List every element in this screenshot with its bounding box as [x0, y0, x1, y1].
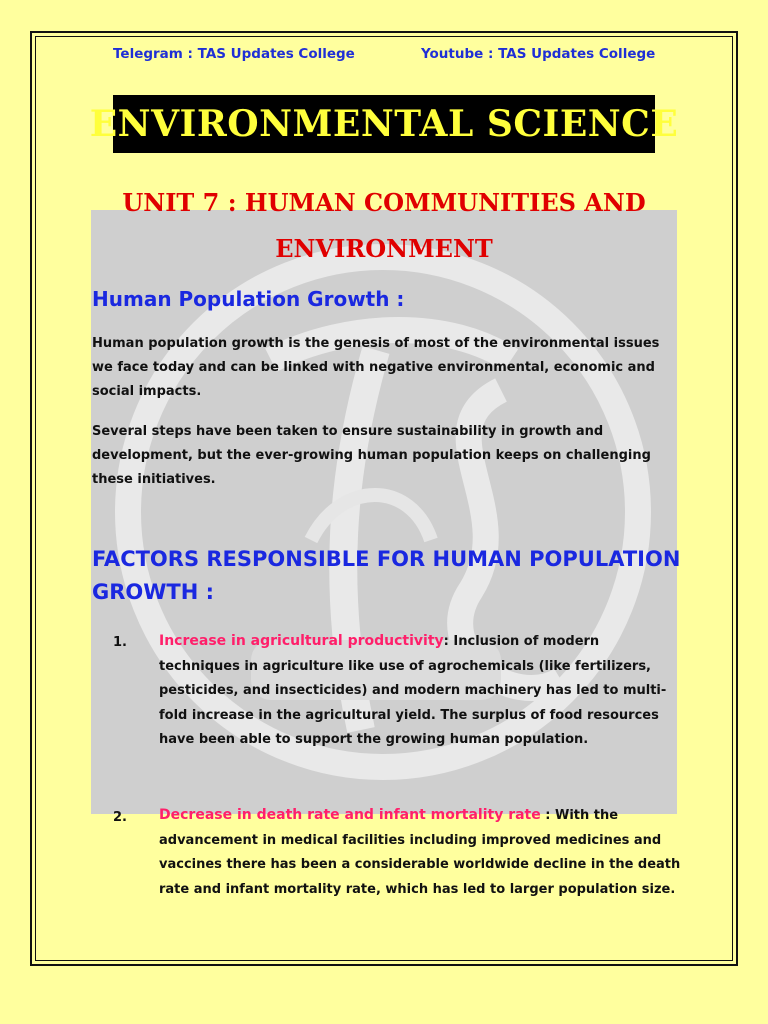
- list-item-separator-1: :: [443, 634, 454, 649]
- paragraph-population-growth-1: Human population growth is the genesis of most of the environmental issues we face today and can be linked with negative environmental, economic and social impacts.: [92, 336, 660, 399]
- section-heading-factors-line-1: FACTORS RESPONSIBLE FOR HUMAN POPULATION: [92, 547, 681, 571]
- unit-title: [91, 180, 677, 272]
- list-item-death-rate: [159, 803, 681, 902]
- list-number-2: 2.: [113, 810, 127, 825]
- list-item-title-2: Decrease in death rate and infant mortality rate: [159, 807, 541, 823]
- title-banner: [89, 95, 679, 153]
- youtube-link[interactable]: Youtube : TAS Updates College: [421, 46, 656, 62]
- list-item-separator-2: :: [540, 808, 556, 823]
- section-heading-population-growth: Human Population Growth :: [92, 287, 405, 311]
- list-item-text-2: With the advancement in medical facilities including improved medicines and vaccines there has been a considerable worldwide decline in the death rate and infant mortality rate, which has led to larger population size.: [159, 808, 681, 897]
- unit-title-line-2: ENVIRONMENT: [275, 234, 493, 263]
- list-number-1: 1.: [113, 635, 127, 650]
- list-item-title-1: Increase in agricultural productivity: [159, 633, 444, 649]
- paragraph-population-growth-2: Several steps have been taken to ensure sustainability in growth and development, but the ever-growing human population keeps on challenging these initiatives.: [92, 424, 651, 487]
- section-heading-factors-line-2: GROWTH :: [92, 580, 215, 604]
- list-item-text-1: Inclusion of modern techniques in agriculture like use of agrochemicals (like fertilizers, pesticides, and insecticides) and modern machinery has led to multi-fold increase in the agricultural yield. The surplus of food resources have been able to support the growing human population.: [159, 634, 667, 747]
- telegram-link[interactable]: Telegram : TAS Updates College: [113, 46, 355, 62]
- section-heading-factors: [92, 543, 682, 609]
- list-item-agricultural-productivity: [159, 629, 681, 753]
- unit-title-line-1: UNIT 7 : HUMAN COMMUNITIES AND: [122, 188, 646, 217]
- page-title: ENVIRONMENTAL SCIENCE: [89, 103, 679, 145]
